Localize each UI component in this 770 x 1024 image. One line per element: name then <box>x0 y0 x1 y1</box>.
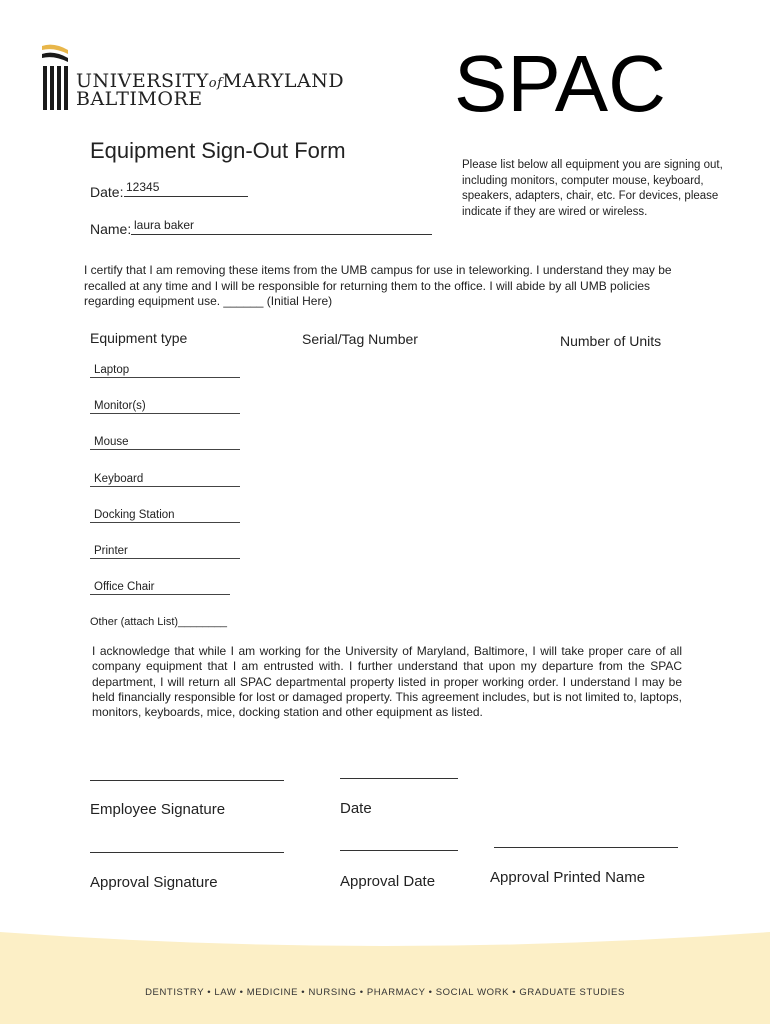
name-label: Name: <box>90 221 132 237</box>
name-field[interactable] <box>131 218 432 235</box>
approval-printed-name-line[interactable] <box>494 847 678 848</box>
equipment-row-monitors[interactable] <box>90 400 240 414</box>
acknowledgment-text: I acknowledge that while I am working for the University of Maryland, Baltimore, I will take proper care of all company equipment that I am entrusted with. I further understand that upon my departure from the SPAC department, I will return all SPAC departmental property listed in proper working order. I understand I may be held financially responsible for lost or damaged property. This agreement includes, but is not limited to, laptops, monitors, keyboards, mice, docking station and other equipment as listed. <box>92 644 682 720</box>
equipment-label: Office Chair <box>94 581 155 593</box>
form-title: Equipment Sign-Out Form <box>90 138 346 163</box>
equipment-label: Laptop <box>94 364 130 376</box>
date-label: Date: <box>90 184 124 200</box>
equipment-label: Keyboard <box>94 473 144 485</box>
instructions-text: Please list below all equipment you are signing out, including monitors, computer mouse, keyboard, speakers, adapters, chair, etc. For devices, please indicate if they are wired or wireless. <box>462 159 723 218</box>
date-label-signature: Date <box>340 800 372 817</box>
equipment-row-other[interactable]: Other (attach List)________ <box>90 616 227 628</box>
header-equipment-type: Equipment type <box>90 330 188 346</box>
footer-schools: DENTISTRY • LAW • MEDICINE • NURSING • PHARMACY • SOCIAL WORK • GRADUATE STUDIES <box>145 987 625 998</box>
employee-signature-line[interactable] <box>90 780 284 781</box>
approval-date-label: Approval Date <box>340 873 436 890</box>
certification-text: I certify that I am removing these items from the UMB campus for use in teleworking. I understand they may be recalled at any time and I will be responsible for returning them to the office. I will abide by all UMB policies regarding equipment use. ______ (Initial Here) <box>84 263 672 308</box>
date-signature-line[interactable] <box>340 778 458 779</box>
logo-wordmark-line2: BALTIMORE <box>76 88 203 110</box>
approval-signature-label: Approval Signature <box>90 874 218 891</box>
date-field[interactable] <box>124 180 248 197</box>
umb-logo-icon <box>40 42 70 116</box>
department-heading: SPAC <box>454 39 666 128</box>
equipment-label: Mouse <box>94 436 129 448</box>
equipment-label: Monitor(s) <box>94 400 146 412</box>
logo-wordmark-line1: UNIVERSITYofMARYLAND <box>76 70 345 92</box>
equipment-label: Docking Station <box>94 509 175 521</box>
name-value: laura baker <box>134 218 195 232</box>
header-serial-tag-number: Serial/Tag Number <box>302 331 418 347</box>
approval-date-line[interactable] <box>340 850 458 851</box>
employee-signature-label: Employee Signature <box>90 801 226 818</box>
equipment-row-laptop[interactable] <box>90 364 240 378</box>
approval-signature-line[interactable] <box>90 852 284 853</box>
equipment-row-office-chair[interactable] <box>90 581 230 595</box>
equipment-row-printer[interactable] <box>90 545 240 559</box>
equipment-row-keyboard[interactable] <box>90 473 240 487</box>
approval-printed-name-label: Approval Printed Name <box>490 869 646 886</box>
date-value: 12345 <box>126 180 160 194</box>
header-number-of-units: Number of Units <box>560 333 662 349</box>
footer-band <box>0 930 770 1024</box>
equipment-label: Printer <box>94 545 128 557</box>
equipment-row-docking-station[interactable] <box>90 509 240 523</box>
equipment-row-mouse[interactable] <box>90 436 240 450</box>
